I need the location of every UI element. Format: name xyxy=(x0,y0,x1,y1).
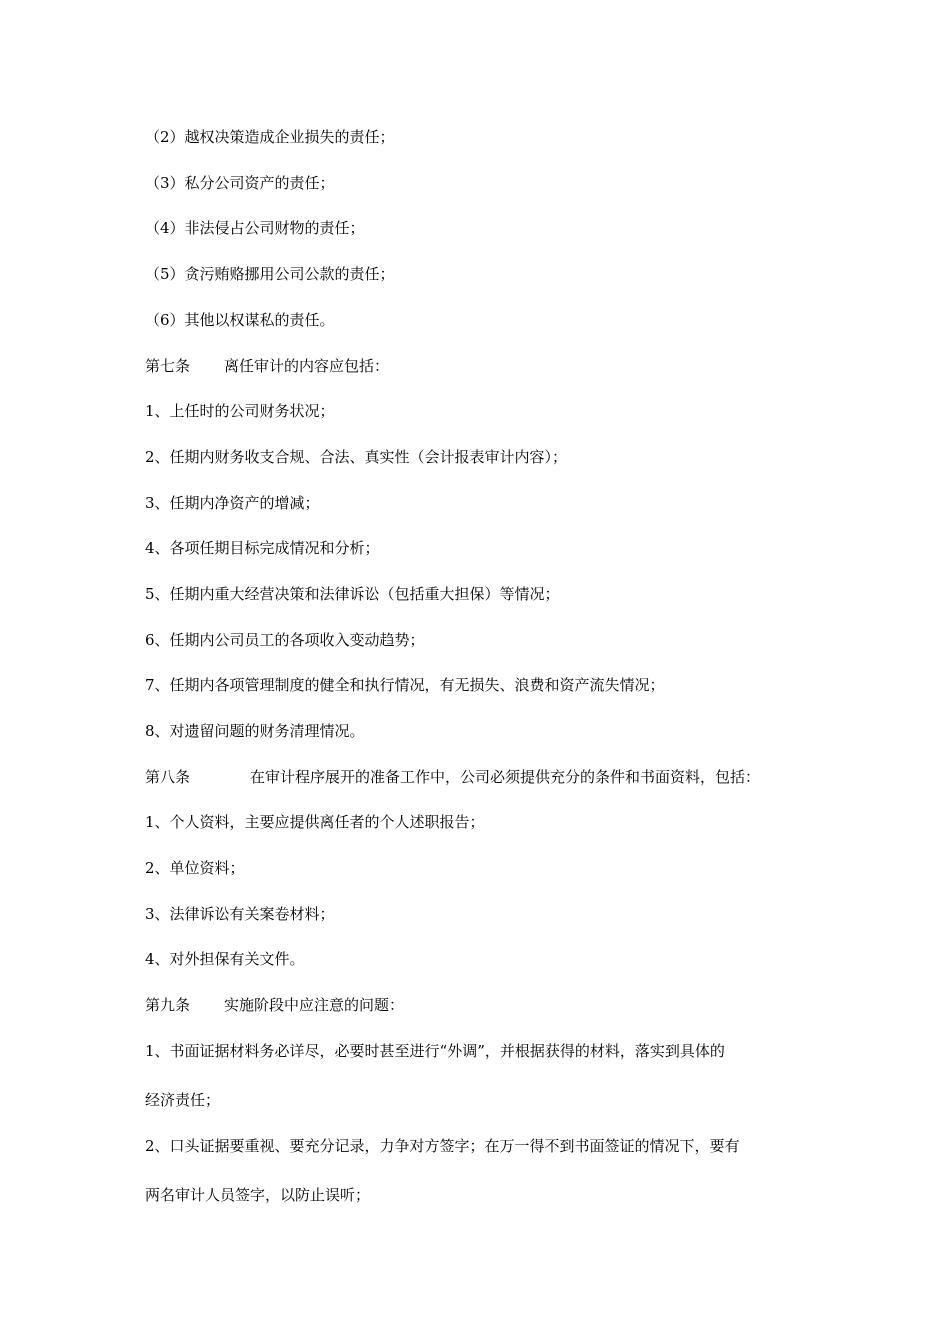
article8-item: 1、个人资料，主要应提供离任者的个人述职报告； xyxy=(145,813,485,831)
article8-number: 第八条 xyxy=(145,768,191,786)
article9-item-2-line2: 两名审计人员签字，以防止误听； xyxy=(145,1186,371,1204)
article9-item-1-line1: 1、书面证据材料务必详尽，必要时甚至进行“外调”，并根据获得的材料，落实到具体的 xyxy=(145,1042,725,1060)
article8-title: 在审计程序展开的准备工作中，公司必须提供充分的条件和书面资料，包括： xyxy=(250,768,761,786)
article6-item-4: （4）非法侵占公司财物的责任； xyxy=(145,219,365,237)
article7-item: 2、任期内财务收支合规、合法、真实性（会计报表审计内容）； xyxy=(145,448,568,466)
article9-title: 实施阶段中应注意的问题： xyxy=(224,996,405,1014)
article9-number: 第九条 xyxy=(145,996,191,1014)
article9-item-2-line1: 2、口头证据要重视、要充分记录，力争对方签字；在万一得不到书面签证的情况下，要有 xyxy=(145,1137,740,1155)
article7-heading xyxy=(145,356,389,376)
article6-item-5: （5）贪污贿赂挪用公司公款的责任； xyxy=(145,265,395,283)
article7-item: 6、任期内公司员工的各项收入变动趋势； xyxy=(145,631,425,649)
article6-item-3: （3）私分公司资产的责任； xyxy=(145,174,335,192)
article9-heading xyxy=(145,995,404,1015)
article7-item: 1、上任时的公司财务状况； xyxy=(145,402,335,420)
article7-item: 8、对遗留问题的财务清理情况。 xyxy=(145,722,365,740)
article7-item: 7、任期内各项管理制度的健全和执行情况，有无损失、浪费和资产流失情况； xyxy=(145,676,665,694)
article6-item-2: （2）越权决策造成企业损失的责任； xyxy=(145,128,395,146)
article8-item: 2、单位资料； xyxy=(145,859,245,877)
article9-item-1-line2: 经济责任； xyxy=(145,1091,221,1109)
article7-item: 5、任期内重大经营决策和法律诉讼（包括重大担保）等情况； xyxy=(145,585,560,603)
article7-item: 4、各项任期目标完成情况和分析； xyxy=(145,539,380,557)
article7-number: 第七条 xyxy=(145,357,191,375)
article7-title: 离任审计的内容应包括： xyxy=(224,357,390,375)
article7-item: 3、任期内净资产的增减； xyxy=(145,494,320,512)
article8-heading xyxy=(145,767,760,787)
article6-item-6: （6）其他以权谋私的责任。 xyxy=(145,311,335,329)
article8-item: 3、法律诉讼有关案卷材料； xyxy=(145,905,335,923)
article8-item: 4、对外担保有关文件。 xyxy=(145,950,305,968)
